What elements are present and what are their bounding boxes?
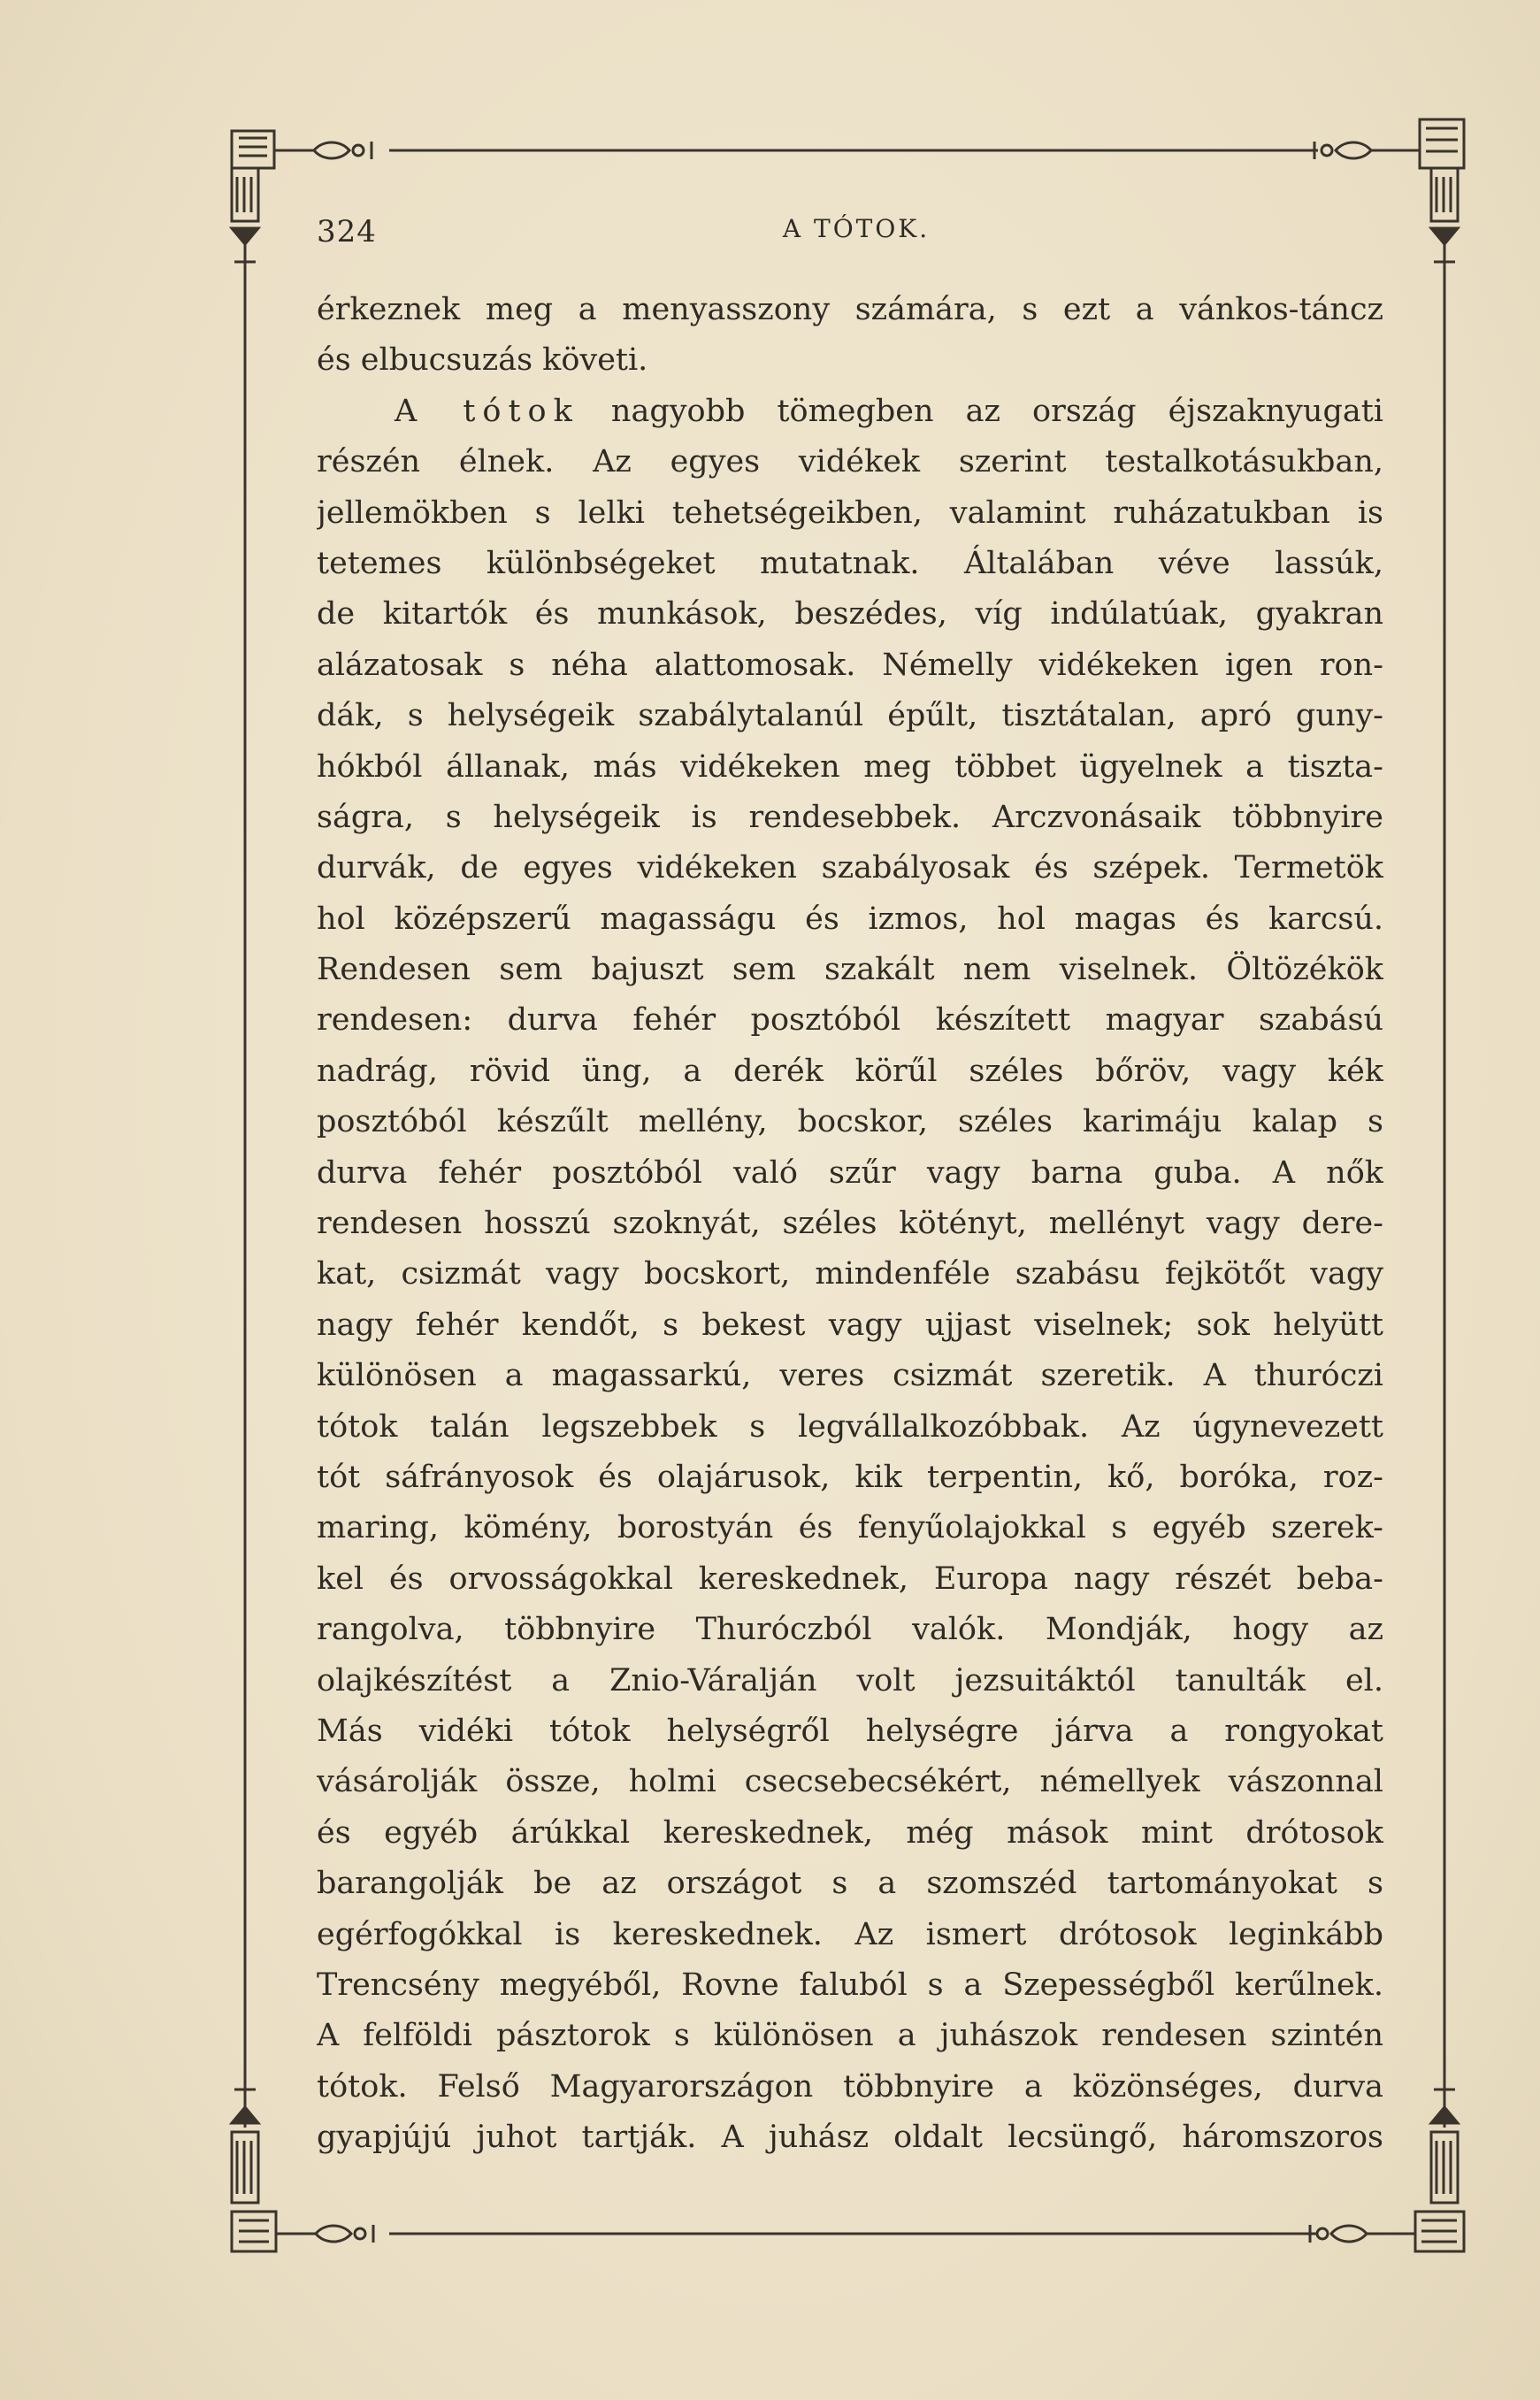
text-line-rest: nagyobb tömegben az ország éjszaknyugati — [610, 393, 1383, 429]
text-line: nadrág, rövid üng, a derék körűl széles bőröv, vagy kék — [317, 1053, 1383, 1089]
text-line: és egyéb árúkkal kereskednek, még mások mint drótosok — [317, 1814, 1383, 1851]
text-line: rendesen: durva fehér posztóból készített magyar szabású — [317, 1002, 1383, 1039]
text-line: Trencsény megyéből, Rovne faluból s a Szepességből kerűlnek. — [317, 1967, 1383, 2003]
text-line: és elbucsuzás követi. — [317, 342, 648, 379]
text-line: gyapjújú juhot tartják. A juhász oldalt lecsüngő, háromszoros — [317, 2120, 1383, 2156]
text-line: tót sáfrányosok és olajárusok, kik terpentin, kő, boróka, roz- — [317, 1459, 1383, 1495]
text-line: különösen a magassarkú, veres csizmát szeretik. A thuróczi — [317, 1358, 1383, 1394]
page-number: 324 — [317, 214, 377, 249]
text-line: durvák, de egyes vidékeken szabályosak és szépek. Termetök — [317, 850, 1383, 886]
text-line: Más vidéki tótok helységről helységre járva a rongyokat — [317, 1713, 1383, 1749]
page-header — [317, 214, 1396, 258]
text-line: alázatosak s néha alattomosak. Némelly vidékeken igen ron- — [317, 647, 1383, 683]
text-line: Rendesen sem bajuszt sem szakált nem viselnek. Öltözékök — [317, 952, 1383, 988]
text-line: dák, s helységeik szabálytalanúl épűlt, tisztátalan, apró guny- — [317, 698, 1383, 734]
text-line: vásárolják össze, holmi csecsebecsékért, némellyek vászonnal — [317, 1764, 1383, 1800]
text-line: tetemes különbségeket mutatnak. Általában véve lassúk, — [317, 545, 1383, 581]
text-line: kel és orvosságokkal kereskednek, Europa nagy részét beba- — [317, 1560, 1383, 1597]
text-line: hol középszerű magasságu és izmos, hol magas és karcsú. — [317, 901, 1383, 937]
running-head: A TÓTOK. — [782, 214, 931, 243]
text-line: jellemökben s lelki tehetségeikben, valamint ruházatukban is — [317, 495, 1383, 531]
text-line: kat, csizmát vagy bocskort, mindenféle szabásu fejkötőt vagy — [317, 1256, 1383, 1292]
text-line: A felföldi pásztorok s különösen a juhászok rendesen szintén — [317, 2018, 1383, 2054]
text-line: tótok talán legszebbek s legvállalkozóbbak. Az úgynevezett — [317, 1408, 1383, 1445]
text-line: rendesen hosszú szoknyát, széles kötényt, mellényt vagy dere- — [317, 1206, 1383, 1242]
text-line: posztóból készűlt mellény, bocskor, széles karimáju kalap s — [317, 1104, 1383, 1140]
text-line: érkeznek meg a menyasszony számára, s ezt a vánkos-táncz — [317, 292, 1383, 327]
text-line: olajkészítést a Znio-Váralján volt jezsuitáktól tanulták el. — [317, 1662, 1383, 1698]
text-line: nagy fehér kendőt, s bekest vagy ujjast viselnek; sok helyütt — [317, 1307, 1383, 1343]
emphasized-word: A tótok — [395, 393, 579, 429]
text-line: rangolva, többnyire Thuróczból valók. Mondják, hogy az — [317, 1612, 1383, 1648]
text-line: egérfogókkal is kereskednek. Az ismert drótosok leginkább — [317, 1916, 1383, 1952]
text-line: maring, kömény, borostyán és fenyűolajokkal s egyéb szerek- — [317, 1510, 1383, 1546]
text-line: ságra, s helységeik is rendesebbek. Arczvonásaik többnyire — [317, 799, 1383, 835]
text-line: de kitartók és munkások, beszédes, víg indúlatúak, gyakran — [317, 596, 1383, 633]
text-line-paragraph-start — [317, 387, 1383, 437]
text-line: részén élnek. Az egyes vidékek szerint testalkotásukban, — [317, 444, 1383, 480]
text-line: durva fehér posztóból való szűr vagy barna guba. A nők — [317, 1154, 1383, 1191]
text-line: barangolják be az országot s a szomszéd tartományokat s — [317, 1866, 1383, 1902]
text-line: hókból állanak, más vidékeken meg többet ügyelnek a tiszta- — [317, 748, 1383, 785]
body-text — [317, 285, 1383, 2163]
text-line: tótok. Felső Magyarországon többnyire a közönséges, durva — [317, 2068, 1383, 2105]
